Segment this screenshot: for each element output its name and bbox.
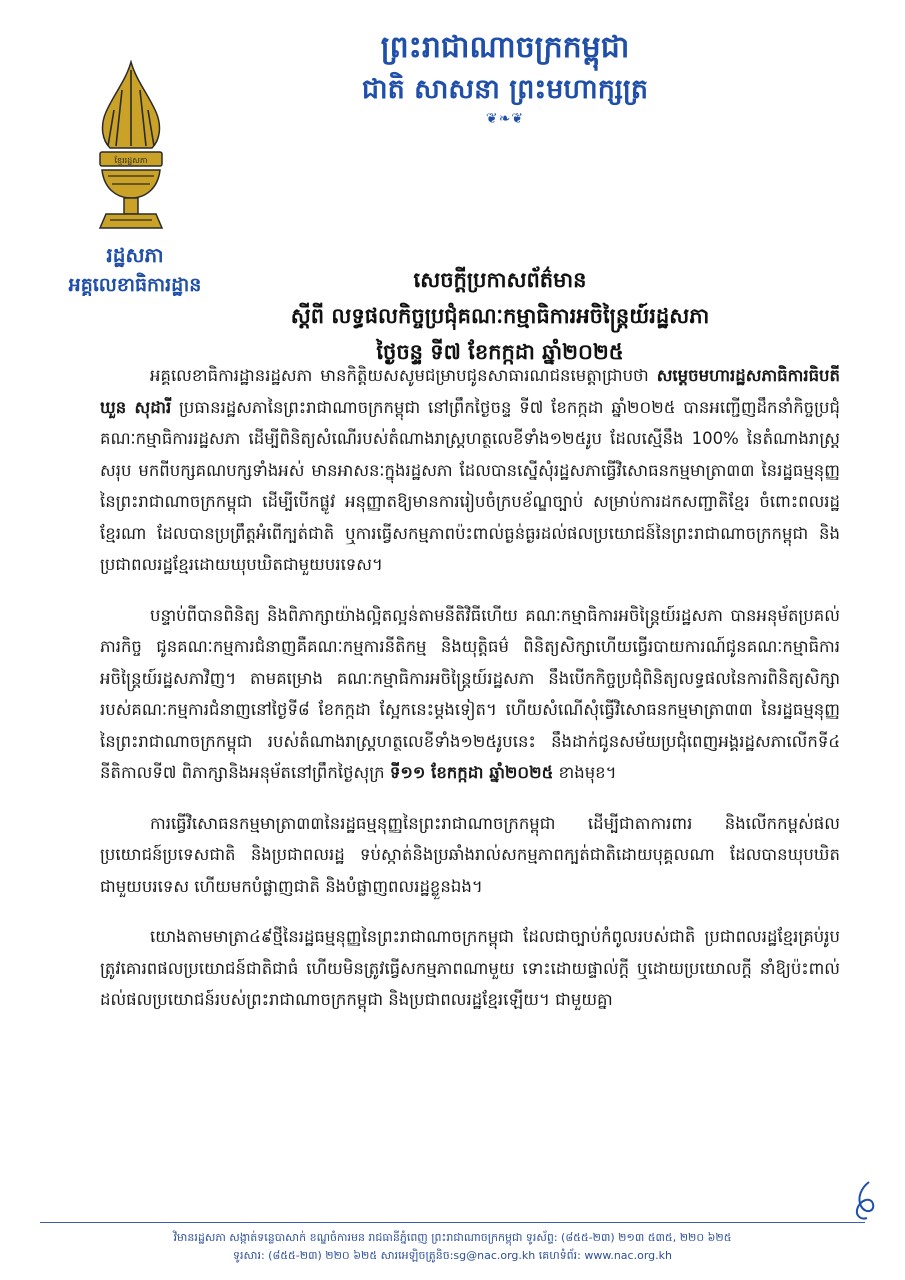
p2-date: ទី១១ ខែកក្កដា ឆ្នាំ២០២៥ (389, 763, 554, 782)
kingdom-title: ព្រះរាជាណាចក្រកម្ពុជា (380, 30, 630, 65)
p2-main: បន្ទាប់ពីបានពិនិត្យ និងពិភាក្សាយ៉ាងល្អិតល្អន់តាមនីតិវិធីហើយ គណៈកម្មាធិការអចិន្ត្រៃយ៍រដ្ឋសភា បានអនុម័តប្រគល់ភារកិច្ច ជូនគណៈកម្មការជំនាញគឺគណៈកម្មការនីតិកម្ម និងយុត្តិធម៌ ពិនិត្យសិក្សាហើយធ្វើរបាយការណ៍ជូនគណៈកម្មាធិការអចិន្ត្រៃយ៍រដ្ឋសភាវិញ។ តាមគម្រោង គណៈកម្មាធិការអចិន្ត្រៃយ៍រដ្ឋសភា នឹងបើកកិច្ចប្រជុំពិនិត្យលទ្ធផលនៃការពិនិត្យសិក្សារបស់គណៈកម្មការជំនាញនៅថ្ងៃទី៨ ខែកក្កដា ស្អែកនេះម្តងទៀត។ ហើយសំណើសុំធ្វើវិសោធនកម្មមាត្រា៣៣ នៃរដ្ឋធម្មនុញ្ញនៃព្រះរាជាណាចក្រកម្ពុជា របស់តំណាងរាស្ត្រហត្ថលេខីទាំង១២៥រូបនេះ នឹងដាក់ជូនសម័យប្រជុំពេញអង្គរដ្ឋសភាលើកទី៤ នីតិកាលទី៧ ពិភាក្សានិងអនុម័តនៅព្រឹកថ្ងៃសុក្រ (100, 605, 840, 782)
paragraph-2 (100, 600, 840, 789)
p1-honorific: សម្តេចមហារដ្ឋសភាធិការធិបតី (656, 366, 840, 385)
ornament-divider: ❦❧❦ (485, 111, 525, 127)
national-assembly-emblem-icon (92, 60, 170, 238)
institution-line-2: អគ្គលេខាធិការដ្ឋាន (68, 274, 202, 296)
footer-contact: ទូរសារ: (៨៥៥-២៣) ២២០ ៦២៥ សារអេឡិចត្រូនិច:sg@nac.org.kh គេហទំព័រ: www.nac.org.kh (233, 1249, 672, 1262)
p2-end: ខាងមុខ។ (553, 763, 617, 782)
title-line-2: ស្តីពី លទ្ធផលកិច្ចប្រជុំគណៈកម្មាធិការអចិន្ត្រៃយ៍រដ្ឋសភា (290, 304, 710, 328)
emblem-banner-text: ខ្មែររដ្ឋសភា (114, 156, 148, 165)
letterhead-footer (40, 1222, 865, 1265)
institution-line-1: រដ្ឋសភា (106, 243, 164, 267)
title-line-3: ថ្ងៃចន្ទ ទី៧ ខែកក្កដា ឆ្នាំ២០២៥ (376, 340, 624, 364)
footer-address: វិមានរដ្ឋសភា សង្កាត់ទន្លេបាសាក់ ខណ្ឌចំការមន រាជធានីភ្នំពេញ ព្រះរាជាណាចក្រកម្ពុជា ទូរស័ព្ទ: (៨៥៥-២៣) ២១៣ ៥៣៥, ២២០ ៦២៥ (173, 1231, 732, 1244)
national-header (250, 26, 760, 128)
paragraph-1 (100, 360, 840, 581)
p1-intro: អគ្គលេខាធិការដ្ឋានរដ្ឋសភា មានកិត្តិយសសូមជម្រាបជូនសាធារណជនមេត្តាជ្រាបថា (150, 366, 657, 385)
initial-mark (845, 1178, 885, 1222)
national-motto: ជាតិ សាសនា ព្រះមហាក្សត្រ (361, 74, 649, 105)
p1-rest: ប្រធានរដ្ឋសភានៃព្រះរាជាណាចក្រកម្ពុជា នៅព្រឹកថ្ងៃចន្ទ ទី៧ ខែកក្កដា ឆ្នាំ២០២៥ បានអញ្ជើញដឹកនាំកិច្ចប្រជុំគណៈកម្មាធិការរដ្ឋសភា ដើម្បីពិនិត្យសំណើរបស់តំណាងរាស្ត្រហត្ថលេខីទាំង១២៥រូប ដែលស្មើនឹង 100% នៃតំណាងរាស្ត្រសរុប មកពីបក្សគណបក្សទាំងអស់ មានអាសនៈក្នុងរដ្ឋសភា ដែលបានស្នើសុំរដ្ឋសភាធ្វើវិសោធនកម្មមាត្រា៣៣ នៃរដ្ឋធម្មនុញ្ញនៃព្រះរាជាណាចក្រកម្ពុជា ដើម្បីបើកផ្លូវ អនុញ្ញាតឱ្យមានការរៀបចំក្របខ័ណ្ឌច្បាប់ សម្រាប់ការដកសញ្ជាតិខ្មែរ ចំពោះពលរដ្ឋខ្មែរណា ដែលបានប្រព្រឹត្តអំពើក្បត់ជាតិ ឬការធ្វើសកម្មភាពប៉ះពាល់ធ្ងន់ធ្ងរដល់ផលប្រយោជន៍នៃព្រះរាជាណាចក្រកម្ពុជា និងប្រជាពលរដ្ឋខ្មែរដោយឃុបឃិតជាមួយបរទេស។ (100, 397, 841, 574)
p1-name: ឃួន សុដារី (100, 397, 172, 417)
paragraph-4: យោងតាមមាត្រា៤៩ថ្មីនៃរដ្ឋធម្មនុញ្ញនៃព្រះរាជាណាចក្រកម្ពុជា ដែលជាច្បាប់កំពូលរបស់ជាតិ ប្រជាពលរដ្ឋខ្មែរគ្រប់រូប ត្រូវគោរពផលប្រយោជន៍ជាតិជាធំ ហើយមិនត្រូវធ្វើសកម្មភាពណាមួយ ទោះដោយផ្ទាល់ក្តី ឬដោយប្រយោលក្តី នាំឱ្យប៉ះពាល់ដល់ផលប្រយោជន៍របស់ព្រះរាជាណាចក្រកម្ពុជា និងប្រជាពលរដ្ឋខ្មែរឡើយ។ ជាមួយគ្នា (100, 927, 840, 1009)
document-body (100, 360, 840, 1035)
document-title (200, 262, 800, 370)
paragraph-3: ការធ្វើវិសោធនកម្មមាត្រា៣៣នៃរដ្ឋធម្មនុញ្ញនៃព្រះរាជាណាចក្រកម្ពុជា ដើម្បីជាតាការពារ និងលើកកម្ពស់ផលប្រយោជន៍ប្រទេសជាតិ និងប្រជាពលរដ្ឋ ទប់ស្កាត់និងប្រឆាំងរាល់សកម្មភាពក្បត់ជាតិដោយបុគ្គលណា ដែលបានឃុបឃិតជាមួយបរទេស ហើយមកបំផ្លាញជាតិ និងបំផ្លាញពលរដ្ឋខ្លួនឯង។ (100, 813, 840, 896)
title-line-1: សេចក្តីប្រកាសព័ត៌មាន (413, 268, 587, 292)
